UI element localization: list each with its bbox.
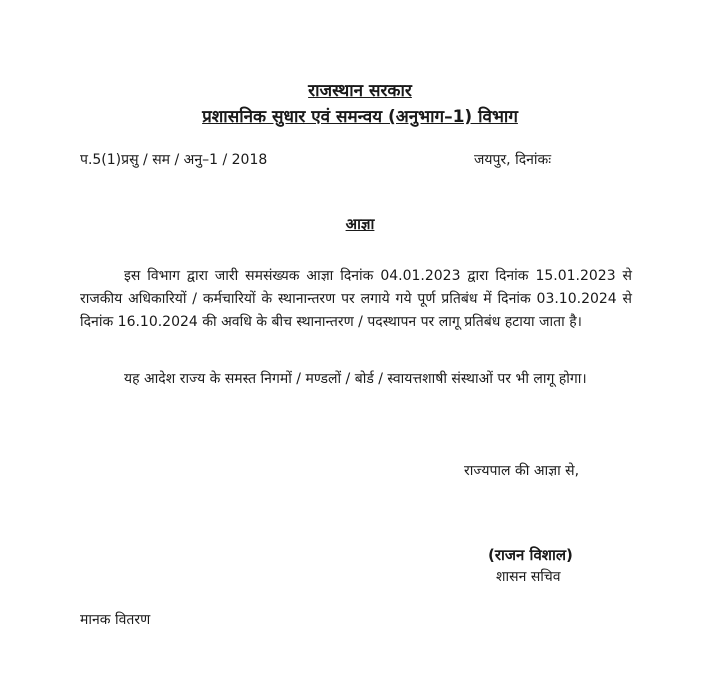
order-title: आज्ञा [345,215,375,233]
standard-distribution-label: मानक वितरण [80,612,151,628]
place-date: जयपुर, दिनांकः [474,152,552,168]
by-order-of-governor: राज्यपाल की आज्ञा से, [464,463,580,479]
government-heading: राजस्थान सरकार [308,81,412,101]
reference-number: प.5(1)प्रसु / सम / अनु–1 / 2018 [80,152,268,168]
signatory-designation: शासन सचिव [496,569,561,585]
order-paragraph-2-text: यह आदेश राज्य के समस्त निगमों / मण्डलों / बोर्ड / स्वायत्तशाषी संस्थाओं पर भी लागू होगा। [124,371,587,387]
order-paragraph-2 [80,368,632,391]
signatory-name: (राजन विशाल) [488,546,573,564]
order-paragraph-1-text: इस विभाग द्वारा जारी समसंख्यक आज्ञा दिनांक 04.01.2023 द्वारा दिनांक 15.01.2023 से राजकीय अधिकारियों / कर्मचारियों के स्थानान्तरण पर लगाये गये पूर्ण प्रतिबंध में दिनांक 03.10.2024 से दिनांक 16.10.2024 की अवधि के बीच स्थानान्तरण / पदस्थापन पर लागू प्रतिबंध हटाया जाता है। [80,268,632,330]
department-heading: प्रशासनिक सुधार एवं समन्वय (अनुभाग–1) विभाग [202,107,518,127]
order-paragraph-1 [80,265,632,334]
